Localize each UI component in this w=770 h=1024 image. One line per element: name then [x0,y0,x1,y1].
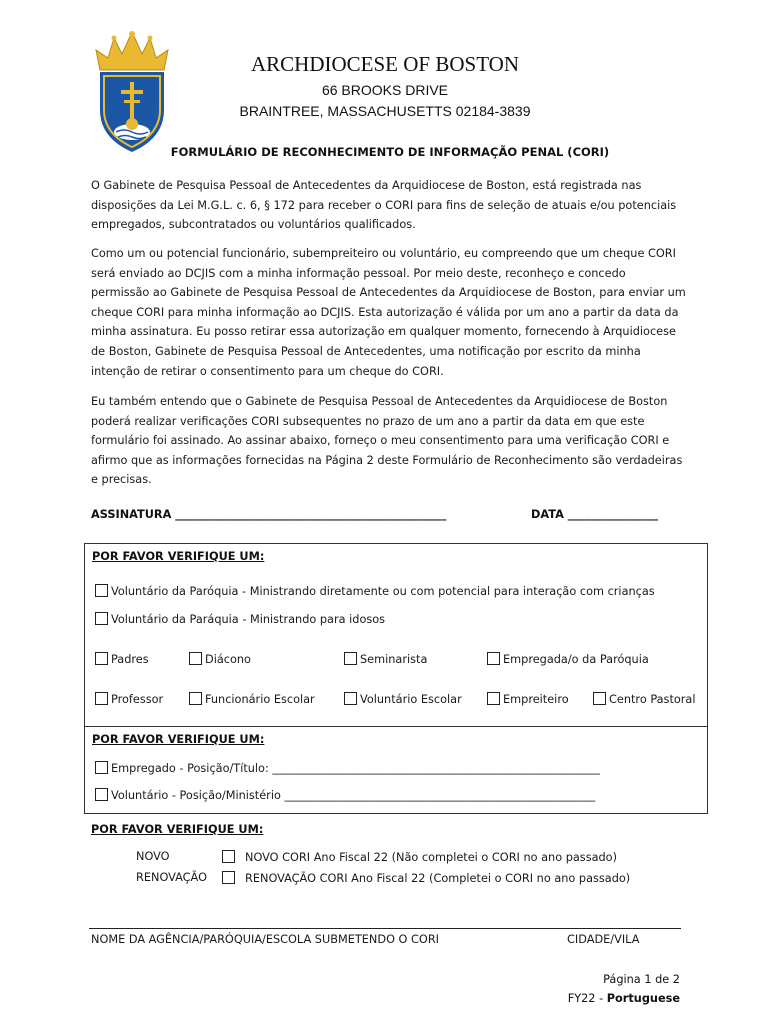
option-parish-volunteer-elderly[interactable]: Voluntário da Paráquia - Ministrando para idosos [95,612,385,626]
checkbox[interactable] [95,652,108,665]
date-field[interactable]: DATA ________________ [531,508,659,521]
section1-heading: POR FAVOR VERIFIQUE UM: [92,550,265,563]
checkbox[interactable] [95,692,108,705]
archdiocese-crest-logo [86,28,178,156]
option-parish-volunteer-children[interactable]: Voluntário da Paróquia - Ministrando diretamente ou com potencial para interação com crianças [95,584,655,598]
language: Portuguese [606,992,680,1005]
checkbox[interactable] [222,871,235,884]
option-priests[interactable]: Padres [95,652,149,666]
address-line-1: 66 BROOKS DRIVE [321,82,449,98]
option-new-cori[interactable]: NOVO CORI Ano Fiscal 22 (Não completei o CORI no ano passado) [222,850,617,864]
checkbox[interactable] [487,692,500,705]
page-number: Página 1 de 2 [603,973,680,986]
option-parish-employee[interactable]: Empregada/o da Paróquia [487,652,649,666]
form-title: FORMULÁRIO DE RECONHECIMENTO DE INFORMAÇÃO PENAL (CORI) [170,145,610,159]
option-contractor[interactable]: Empreiteiro [487,692,569,706]
checkbox[interactable] [189,652,202,665]
option-deacon[interactable]: Diácono [189,652,251,666]
option-pastoral-center[interactable]: Centro Pastoral [593,692,696,706]
section3-heading: POR FAVOR VERIFIQUE UM: [91,823,264,836]
fiscal-year: FY22 - [567,992,607,1005]
paragraph-subsequent-checks: Eu também entendo que o Gabinete de Pesquisa Pessoal de Antecedentes da Arquidiocese de Boston poderá realizar verificações CORI subsequentes no prazo de um ano a partir da data em que este formulário foi assinado. Ao assinar abaixo, forneço o meu consentimento para uma verificação CORI e afirmo que as informações fornecidas na Página 2 deste Formulário de Reconhecimento são verdadeiras e precisas. [91,395,683,487]
agency-label: NOME DA AGÊNCIA/PARÓQUIA/ESCOLA SUBMETENDO O CORI [91,933,439,946]
agency-signature-line[interactable] [89,928,681,929]
checkbox[interactable] [95,584,108,597]
volunteer-type-section [84,543,708,727]
option-school-employee[interactable]: Funcionário Escolar [189,692,315,706]
org-name: ARCHDIOCESE OF BOSTON [251,52,519,76]
checkbox[interactable] [95,761,108,774]
option-seminarian[interactable]: Seminarista [344,652,427,666]
position-section [84,726,708,814]
address-line-2: BRAINTREE, MASSACHUSETTS 02184-3839 [239,103,531,119]
checkbox[interactable] [593,692,606,705]
option-renewal-cori[interactable]: RENOVAÇÃO CORI Ano Fiscal 22 (Completei o CORI no ano passado) [222,871,630,885]
checkbox[interactable] [222,850,235,863]
checkbox[interactable] [487,652,500,665]
option-volunteer-position[interactable]: Voluntário - Posição/Ministério _______________________________________________________ [95,788,595,802]
paragraph-consent: Como um ou potencial funcionário, subempreiteiro ou voluntário, eu compreendo que um cheque CORI será enviado ao DCJIS com a minha informação pessoal. Por meio deste, reconheço e concedo permissão ao Gabinete de Pesquisa Pessoal de Antecedentes da Arquidiocese de Boston, para enviar um cheque CORI para minha informação ao DCJIS. Esta autorização é válida por um ano a partir da data da minha assinatura. Eu posso retirar essa autorização em qualquer momento, fornecendo à Arquidiocese de Boston, Gabinete de Pesquisa Pessoal de Antecedentes, uma notificação por escrito da minha intenção de retirar o consentimento para um cheque do CORI. [91,247,686,378]
checkbox[interactable] [95,788,108,801]
option-employee-position[interactable]: Empregado - Posição/Título: __________________________________________________________ [95,761,600,775]
fiscal-year-language [500,992,680,1005]
checkbox[interactable] [344,692,357,705]
renewal-label: RENOVAÇÃO [136,871,207,884]
section2-heading: POR FAVOR VERIFIQUE UM: [92,733,265,746]
paragraph-registration: O Gabinete de Pesquisa Pessoal de Antecedentes da Arquidiocese de Boston, está registrada nas disposições da Lei M.G.L. c. 6, § 172 para receber o CORI para fins de seleção de atuais e/ou potenciais empregados, subcontratados ou voluntários qualificados. [91,179,677,232]
city-label: CIDADE/VILA [567,933,640,946]
checkbox[interactable] [344,652,357,665]
option-teacher[interactable]: Professor [95,692,163,706]
signature-field[interactable]: ASSINATURA ________________________________________________ [91,508,447,521]
new-label: NOVO [136,850,170,863]
crest-icon [86,28,178,156]
option-school-volunteer[interactable]: Voluntário Escolar [344,692,462,706]
checkbox[interactable] [189,692,202,705]
checkbox[interactable] [95,612,108,625]
